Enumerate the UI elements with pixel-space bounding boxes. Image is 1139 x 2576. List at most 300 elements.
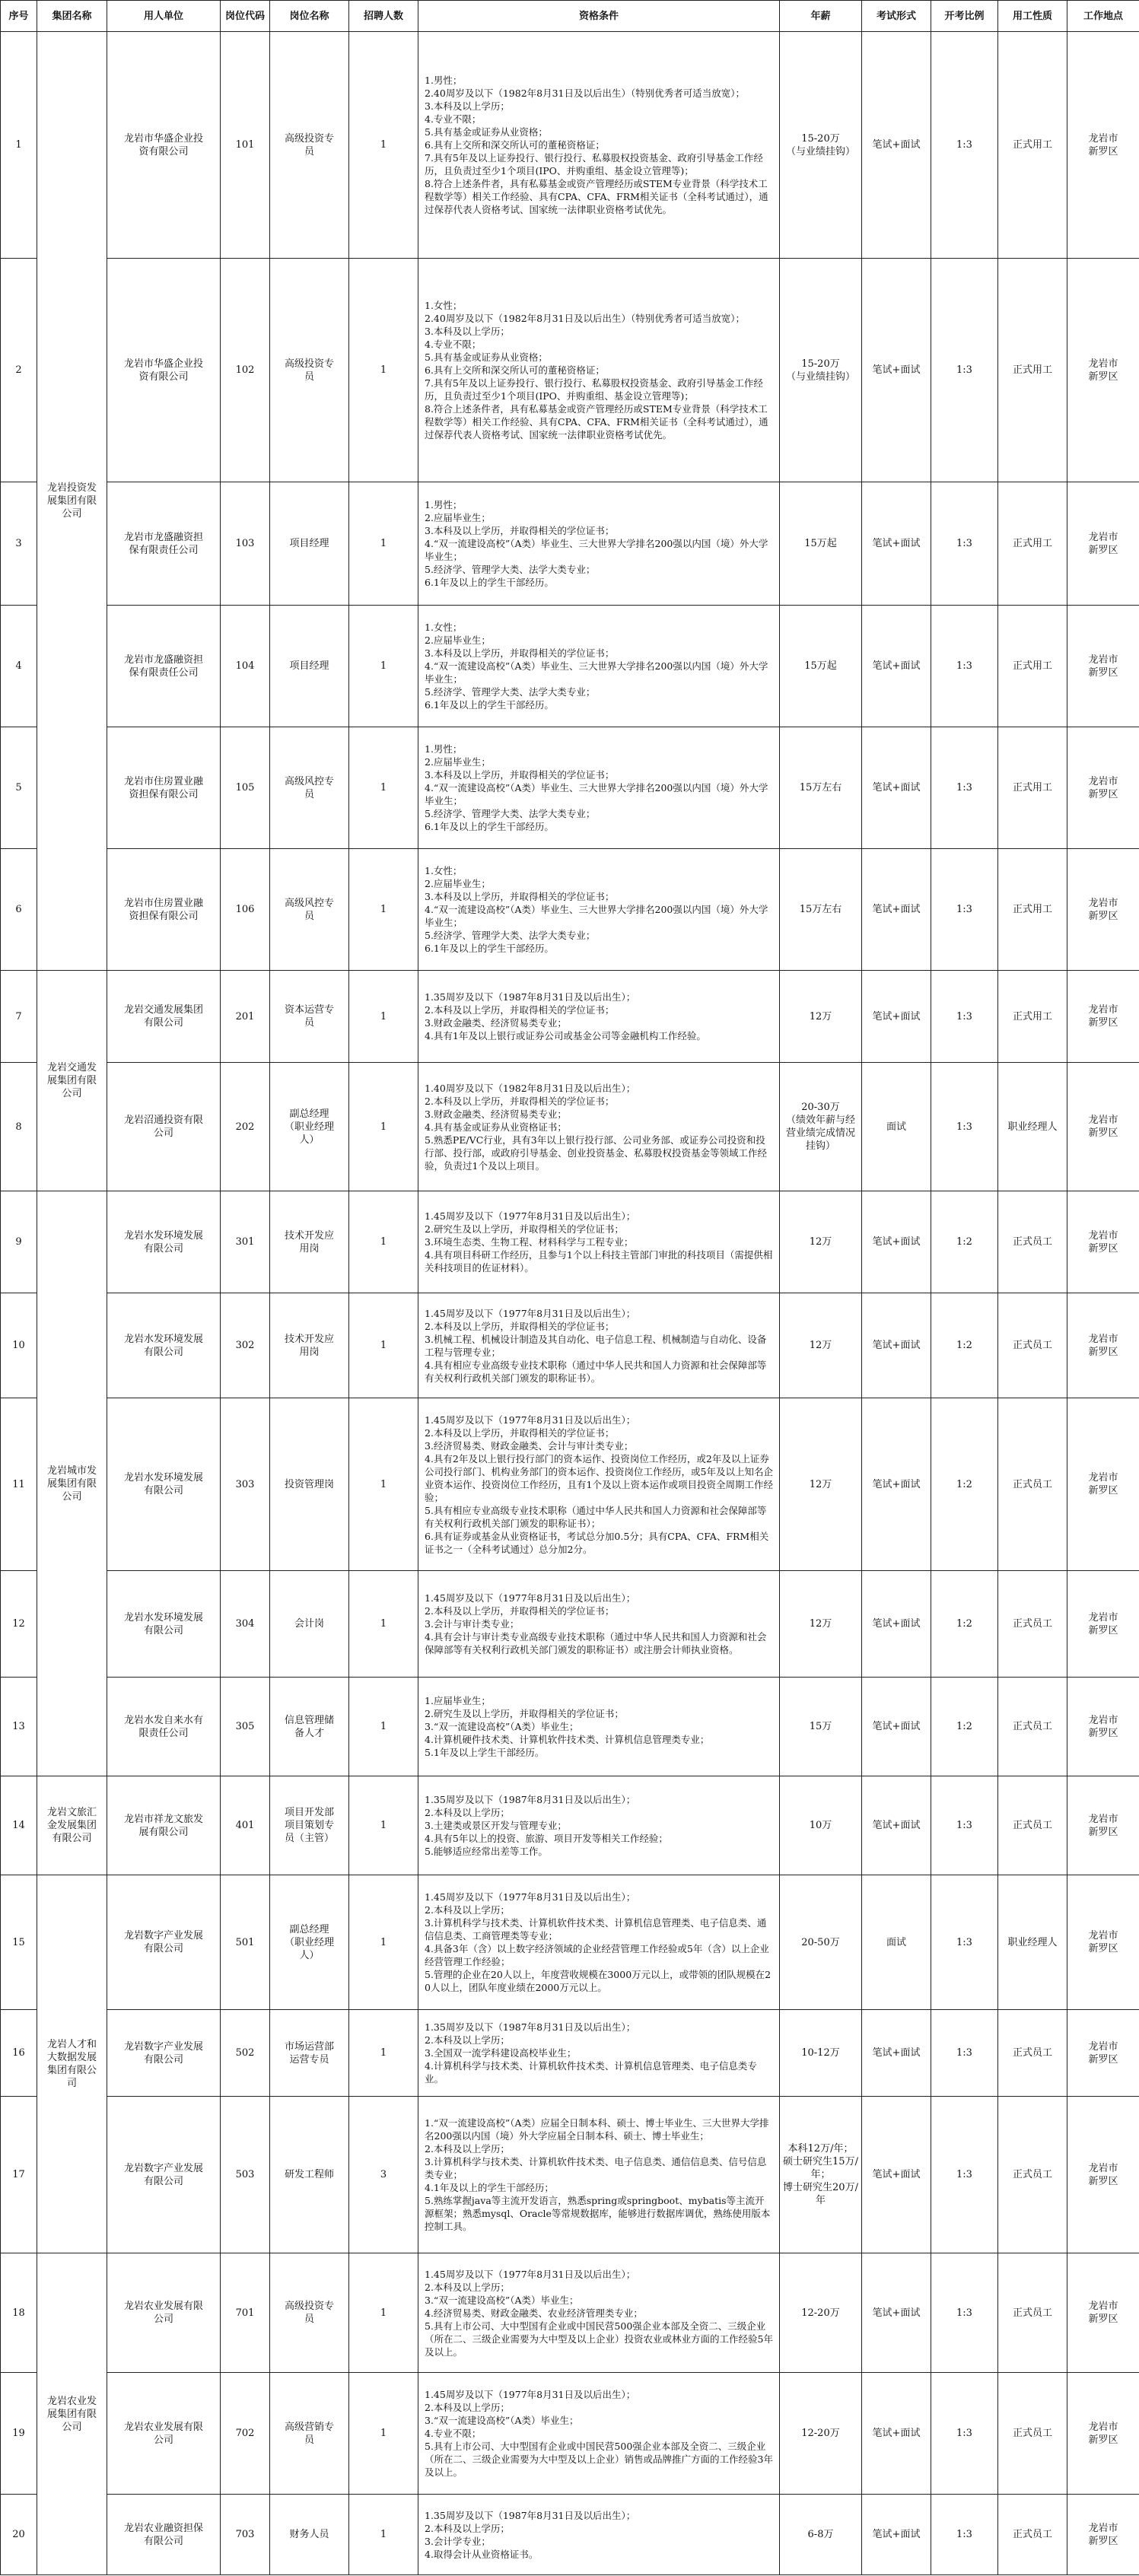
- cell-nature: 正式用工: [998, 849, 1067, 971]
- cell-exam: 笔试+面试: [862, 971, 931, 1063]
- cell-post: [270, 606, 349, 727]
- place-name: 龙岩市新罗区: [1088, 775, 1118, 800]
- cell-code: 702: [221, 2373, 270, 2495]
- cell-nature: 职业经理人: [998, 1063, 1067, 1191]
- cell-ratio: 1:3: [931, 2495, 998, 2575]
- table-row: [1, 259, 1139, 482]
- cell-ratio: 1:3: [931, 482, 998, 606]
- table-row: [1, 1063, 1139, 1191]
- unit-name: 龙岩交通发展集团有限公司: [123, 1004, 203, 1029]
- cell-ratio: 1:3: [931, 971, 998, 1063]
- post-name: 项目开发部项目策划专员（主管）: [284, 1807, 334, 1844]
- cell-ratio: 1:3: [931, 2253, 998, 2373]
- cell-requirements: 1.男性； 2.应届毕业生； 3.本科及以上学历，并取得相关的学位证书； 4.“双一流建设高校”（A类）毕业生、三大世界大学排名200强以内国（境）外大学毕业生； 5.经济学、管理学大类、法学大类专业； 6.1年及以上的学生干部经历。: [418, 482, 780, 606]
- cell-salary: 本科12万/年； 硕士研究生15万/年； 博士研究生20万/年: [780, 2097, 862, 2253]
- cell-place: [1067, 1678, 1139, 1776]
- cell-unit: [107, 971, 221, 1063]
- cell-requirements: 1.男性； 2.应届毕业生； 3.本科及以上学历，并取得相关的学位证书； 4.“双一流建设高校”（A类）毕业生、三大世界大学排名200强以内国（境）外大学毕业生； 5.经济学、管理学大类、法学大类专业； 6.1年及以上的学生干部经历。: [418, 727, 780, 849]
- cell-code: 502: [221, 2010, 270, 2097]
- unit-name: 龙岩数字产业发展有限公司: [123, 2162, 203, 2187]
- group-name: 龙岩人才和大数据发展集团有限公司: [46, 2039, 97, 2089]
- cell-code: 202: [221, 1063, 270, 1191]
- post-name: 项目经理: [289, 538, 329, 549]
- table-row: [1, 849, 1139, 971]
- cell-count: 1: [349, 259, 418, 482]
- place-name: 龙岩市新罗区: [1088, 358, 1118, 383]
- cell-group: [37, 2253, 107, 2575]
- cell-post: [270, 1063, 349, 1191]
- cell-count: 1: [349, 1678, 418, 1776]
- cell-salary: 12万: [780, 1191, 862, 1293]
- unit-name: 龙岩农业发展有限公司: [123, 2421, 203, 2446]
- cell-group: [37, 971, 107, 1191]
- cell-salary: 15万起: [780, 606, 862, 727]
- cell-requirements: 1.45周岁及以下（1977年8月31日及以后出生）； 2.本科及以上学历； 3.“双一流建设高校”（A类）毕业生； 4.经济贸易类、财政金融类、农业经济管理类专业； 5.具有上市公司、大中型国有企业或中国民营500强企业本部及全资二、三级企业（所在二、三级企业需要为大中型及以上企业）投资农业或林业方面的工作经验5年及以上。: [418, 2253, 780, 2373]
- post-name: 高级风控专员: [284, 897, 334, 922]
- cell-nature: 正式员工: [998, 1678, 1067, 1776]
- cell-exam: 笔试+面试: [862, 2097, 931, 2253]
- cell-requirements: 1.“双一流建设高校”（A类）应届全日制本科、硕士、博士毕业生、三大世界大学排名200强以内国（境）外大学应届全日制本科、硕士、博士毕业生； 2.本科及以上学历； 3.计算机科学与技术类、计算机软件技术类、电子信息类、通信信息类、信号信息类专业； 4.1年及以上的学生干部经历； 5.熟练掌握java等主流开发语言，熟悉spring或springboot、mybatis等主流开源框架；熟悉mysql、Oracle等常规数据库，能够进行数据库调优，熟练使用版本控制工具。: [418, 2097, 780, 2253]
- cell-place: [1067, 482, 1139, 606]
- cell-count: 1: [349, 2010, 418, 2097]
- cell-place: [1067, 2495, 1139, 2575]
- cell-exam: 笔试+面试: [862, 606, 931, 727]
- cell-nature: 正式员工: [998, 1571, 1067, 1678]
- cell-requirements: 1.45周岁及以下（1977年8月31日及以后出生）； 2.本科及以上学历； 3.计算机科学与技术类、计算机软件技术类、计算机信息管理类、电子信息类、通信信息类、工商管理类等专业； 4.具备3年（含）以上数字经济领域的企业经营管理工作经验或5年（含）以上企业经营管理工作经验； 5.管理的企业在20人以上，年度营收规模在3000万元以上，或带领的团队规模在20人以上，团队年度业绩在2000万元以上。: [418, 1875, 780, 2010]
- cell-unit: [107, 259, 221, 482]
- unit-name: 龙岩水发环境发展有限公司: [123, 1229, 203, 1255]
- cell-place: [1067, 1191, 1139, 1293]
- post-name: 高级投资专员: [284, 2301, 334, 2325]
- post-name: 研发工程师: [284, 2169, 334, 2180]
- cell-salary: 15万: [780, 1678, 862, 1776]
- cell-requirements: 1.女性； 2.应届毕业生； 3.本科及以上学历，并取得相关的学位证书； 4.“双一流建设高校”（A类）毕业生、三大世界大学排名200强以内国（境）外大学毕业生； 5.经济学、管理学大类、法学大类专业； 6.1年及以上的学生干部经历。: [418, 849, 780, 971]
- cell-nature: 正式用工: [998, 259, 1067, 482]
- cell-code: 106: [221, 849, 270, 971]
- cell-salary: 15万起: [780, 482, 862, 606]
- cell-code: 103: [221, 482, 270, 606]
- table-row: [1, 482, 1139, 606]
- cell-place: [1067, 1571, 1139, 1678]
- cell-count: 1: [349, 482, 418, 606]
- cell-nature: 正式用工: [998, 971, 1067, 1063]
- cell-salary: 12万: [780, 1293, 862, 1398]
- cell-requirements: 1.45周岁及以下（1977年8月31日及以后出生）； 2.本科及以上学历，并取得相关的学位证书； 3.经济贸易类、财政金融类、会计与审计类专业； 4.具有2年及以上银行投行部门的资本运作、投资岗位工作经历，或2年及以上证券公司投行部门、机构业务部门的资本运作、投资岗位工作经历，或5年及以上知名企业资本运作、投资岗位工作经历，且有1个及以上资本运作或项目投资全周期工作经验； 5.具有相应专业高级专业技术职称（通过中华人民共和国人力资源和社会保障部等有关权利行政机关部门颁发的职称证书）； 6.具有证券或基金从业资格证书，考试总分加0.5分；具有CPA、CFA、FRM相关证书之一（全科考试通过）总分加2分。: [418, 1398, 780, 1571]
- cell-count: 1: [349, 2373, 418, 2495]
- cell-post: [270, 1875, 349, 2010]
- cell-code: 105: [221, 727, 270, 849]
- place-name: 龙岩市新罗区: [1088, 1714, 1118, 1739]
- table-row: [1, 2253, 1139, 2373]
- cell-place: [1067, 1875, 1139, 2010]
- table-row: [1, 2373, 1139, 2495]
- header-nature: 用工性质: [998, 1, 1067, 32]
- cell-exam: 笔试+面试: [862, 727, 931, 849]
- unit-name: 龙岩水发自来水有限责任公司: [123, 1714, 203, 1739]
- cell-ratio: 1:3: [931, 1776, 998, 1875]
- post-name: 副总经理（职业经理人）: [284, 1923, 334, 1961]
- cell-code: 401: [221, 1776, 270, 1875]
- cell-no: 15: [1, 1875, 37, 2010]
- cell-no: 8: [1, 1063, 37, 1191]
- cell-code: 101: [221, 32, 270, 259]
- cell-exam: 笔试+面试: [862, 2253, 931, 2373]
- cell-post: [270, 727, 349, 849]
- cell-post: [270, 849, 349, 971]
- cell-no: 18: [1, 2253, 37, 2373]
- place-name: 龙岩市新罗区: [1088, 2301, 1118, 2325]
- cell-place: [1067, 606, 1139, 727]
- cell-no: 16: [1, 2010, 37, 2097]
- group-name: 龙岩投资发展集团有限公司: [46, 482, 97, 520]
- cell-salary: 20-50万: [780, 1875, 862, 2010]
- table-row: [1, 1875, 1139, 2010]
- unit-name: 龙岩农业发展有限公司: [123, 2301, 203, 2325]
- place-name: 龙岩市新罗区: [1088, 1813, 1118, 1838]
- cell-post: [270, 1776, 349, 1875]
- cell-requirements: 1.45周岁及以下（1977年8月31日及以后出生）； 2.本科及以上学历，并取得相关的学位证书； 3.机械工程、机械设计制造及其自动化、电子信息工程、机械制造与自动化、设备工程与管理专业； 4.具有相应专业高级专业技术职称（通过中华人民共和国人力资源和社会保障部等有关权利行政机关部门颁发的职称证书）。: [418, 1293, 780, 1398]
- cell-nature: 正式员工: [998, 1191, 1067, 1293]
- group-name: 龙岩交通发展集团有限公司: [46, 1062, 97, 1099]
- cell-unit: [107, 2253, 221, 2373]
- cell-unit: [107, 1678, 221, 1776]
- post-name: 资本运营专员: [284, 1004, 334, 1029]
- cell-code: 703: [221, 2495, 270, 2575]
- cell-ratio: 1:2: [931, 1191, 998, 1293]
- table-row: [1, 1678, 1139, 1776]
- cell-nature: 正式员工: [998, 2097, 1067, 2253]
- cell-count: 1: [349, 727, 418, 849]
- place-name: 龙岩市新罗区: [1088, 1930, 1118, 1954]
- cell-exam: 笔试+面试: [862, 1191, 931, 1293]
- post-name: 项目经理: [289, 660, 329, 672]
- unit-name: 龙岩水发环境发展有限公司: [123, 1611, 203, 1636]
- header-place: 工作地点: [1067, 1, 1139, 32]
- cell-place: [1067, 1063, 1139, 1191]
- cell-count: 1: [349, 2253, 418, 2373]
- cell-ratio: 1:2: [931, 1571, 998, 1678]
- header-group: 集团名称: [37, 1, 107, 32]
- header-exam: 考试形式: [862, 1, 931, 32]
- cell-nature: 正式员工: [998, 2010, 1067, 2097]
- cell-exam: 面试: [862, 1875, 931, 2010]
- place-name: 龙岩市新罗区: [1088, 1472, 1118, 1496]
- cell-exam: 笔试+面试: [862, 1776, 931, 1875]
- cell-post: [270, 2495, 349, 2575]
- cell-exam: 笔试+面试: [862, 1293, 931, 1398]
- table-row: [1, 1191, 1139, 1293]
- cell-salary: 12万: [780, 1571, 862, 1678]
- cell-salary: 15万左右: [780, 727, 862, 849]
- cell-ratio: 1:3: [931, 1063, 998, 1191]
- cell-exam: 笔试+面试: [862, 32, 931, 259]
- place-name: 龙岩市新罗区: [1088, 1611, 1118, 1636]
- cell-salary: 12-20万: [780, 2373, 862, 2495]
- cell-nature: 职业经理人: [998, 1875, 1067, 2010]
- cell-code: 701: [221, 2253, 270, 2373]
- cell-post: [270, 2010, 349, 2097]
- table-row: [1, 1776, 1139, 1875]
- place-name: 龙岩市新罗区: [1088, 531, 1118, 556]
- cell-salary: 6-8万: [780, 2495, 862, 2575]
- cell-exam: 笔试+面试: [862, 2010, 931, 2097]
- table-row: [1, 971, 1139, 1063]
- cell-post: [270, 482, 349, 606]
- unit-name: 龙岩水发环境发展有限公司: [123, 1333, 203, 1358]
- cell-code: 201: [221, 971, 270, 1063]
- cell-place: [1067, 849, 1139, 971]
- cell-count: 1: [349, 1875, 418, 2010]
- cell-nature: 正式员工: [998, 1776, 1067, 1875]
- cell-code: 303: [221, 1398, 270, 1571]
- group-name: 龙岩城市发展集团有限公司: [46, 1465, 97, 1503]
- cell-ratio: 1:3: [931, 2097, 998, 2253]
- cell-place: [1067, 2373, 1139, 2495]
- cell-post: [270, 1571, 349, 1678]
- cell-requirements: 1.40周岁及以下（1982年8月31日及以后出生）； 2.本科及以上学历，并取得相关的学位证书； 3.财政金融类、经济贸易类专业； 4.具有基金或证券从业资格证书； 5.熟悉PE/VC行业，具有3年以上银行投行部、公司业务部、或证券公司投资和投行部、投行部，或政府引导基金、创业投资基金、私募股权投资基金等领域工作经验，负责过1个及以上项目。: [418, 1063, 780, 1191]
- cell-place: [1067, 1293, 1139, 1398]
- cell-code: 501: [221, 1875, 270, 2010]
- unit-name: 龙岩市华盛企业投资有限公司: [123, 132, 203, 157]
- header-post: 岗位名称: [270, 1, 349, 32]
- cell-ratio: 1:3: [931, 259, 998, 482]
- cell-salary: 15-20万 （与业绩挂钩）: [780, 259, 862, 482]
- header-code: 岗位代码: [221, 1, 270, 32]
- cell-no: 20: [1, 2495, 37, 2575]
- cell-ratio: 1:2: [931, 1678, 998, 1776]
- place-name: 龙岩市新罗区: [1088, 2421, 1118, 2446]
- cell-no: 7: [1, 971, 37, 1063]
- cell-unit: [107, 849, 221, 971]
- header-row: [1, 1, 1139, 32]
- post-name: 财务人员: [289, 2529, 329, 2540]
- cell-requirements: 1.35周岁及以下（1987年8月31日及以后出生）； 2.本科及以上学历； 3.会计学专业； 4.取得会计从业资格证书。: [418, 2495, 780, 2575]
- unit-name: 龙岩市华盛企业投资有限公司: [123, 358, 203, 383]
- cell-requirements: 1.45周岁及以下（1977年8月31日及以后出生）； 2.本科及以上学历，并取得相关的学位证书； 3.会计与审计类专业； 4.具有会计与审计类专业高级专业技术职称（通过中华人民共和国人力资源和社会保障部等有关权利行政机关部门颁发的职称证书）或注册会计师执业资格。: [418, 1571, 780, 1678]
- cell-nature: 正式用工: [998, 606, 1067, 727]
- cell-no: 2: [1, 259, 37, 482]
- cell-nature: 正式员工: [998, 2253, 1067, 2373]
- cell-nature: 正式员工: [998, 1293, 1067, 1398]
- cell-place: [1067, 2010, 1139, 2097]
- cell-place: [1067, 259, 1139, 482]
- place-name: 龙岩市新罗区: [1088, 1004, 1118, 1029]
- place-name: 龙岩市新罗区: [1088, 1333, 1118, 1358]
- place-name: 龙岩市新罗区: [1088, 132, 1118, 157]
- cell-unit: [107, 1875, 221, 2010]
- cell-place: [1067, 2253, 1139, 2373]
- cell-post: [270, 2097, 349, 2253]
- cell-place: [1067, 727, 1139, 849]
- cell-exam: 笔试+面试: [862, 1571, 931, 1678]
- table-row: [1, 606, 1139, 727]
- place-name: 龙岩市新罗区: [1088, 1115, 1118, 1139]
- post-name: 高级投资专员: [284, 132, 334, 157]
- cell-unit: [107, 606, 221, 727]
- cell-requirements: 1.45周岁及以下（1977年8月31日及以后出生）； 2.研究生及以上学历，并取得相关的学位证书； 3.环境生态类、生物工程、材料科学与工程专业； 4.具有项目科研工作经历，且参与1个以上科技主管部门审批的科技项目（需提供相关科技项目的佐证材料）。: [418, 1191, 780, 1293]
- cell-unit: [107, 1398, 221, 1571]
- cell-group: [37, 1191, 107, 1776]
- unit-name: 龙岩市祥龙文旅发展有限公司: [123, 1813, 203, 1838]
- cell-ratio: 1:3: [931, 727, 998, 849]
- cell-salary: 15-20万 （与业绩挂钩）: [780, 32, 862, 259]
- cell-post: [270, 1678, 349, 1776]
- cell-group: [37, 1776, 107, 1875]
- unit-name: 龙岩沼通投资有限公司: [123, 1115, 203, 1139]
- cell-place: [1067, 971, 1139, 1063]
- place-name: 龙岩市新罗区: [1088, 2522, 1118, 2547]
- cell-unit: [107, 1776, 221, 1875]
- cell-no: 6: [1, 849, 37, 971]
- table-row: [1, 1571, 1139, 1678]
- cell-post: [270, 2373, 349, 2495]
- cell-code: 104: [221, 606, 270, 727]
- place-name: 龙岩市新罗区: [1088, 2162, 1118, 2187]
- unit-name: 龙岩数字产业发展有限公司: [123, 1930, 203, 1954]
- post-name: 高级投资专员: [284, 358, 334, 383]
- cell-no: 4: [1, 606, 37, 727]
- cell-requirements: 1.女性； 2.40周岁及以下（1982年8月31日及以后出生）（特别优秀者可适当放宽）； 3.本科及以上学历； 4.专业不限； 5.具有基金或证券从业资格； 6.具有上交所和深交所认可的董秘资格证； 7.具有5年及以上证券投行、银行投行、私募股权投资基金、政府引导基金工作经历，且负责过至少1个项目(IPO、并购重组、基金设立管理等)； 8.符合上述条件者，具有私募基金或资产管理经历或STEM专业背景（科学技术工程数学等）相关工作经验、具有CPA、CFA、FRM相关证书（全科考试通过），通过保荐代表人资格考试、国家统一法律职业资格考试优先。: [418, 259, 780, 482]
- cell-group: [37, 32, 107, 971]
- cell-nature: 正式用工: [998, 32, 1067, 259]
- group-name: 龙岩文旅汇金发展集团有限公司: [46, 1807, 97, 1844]
- cell-count: 1: [349, 971, 418, 1063]
- table-row: [1, 1398, 1139, 1571]
- cell-unit: [107, 482, 221, 606]
- cell-count: 1: [349, 1398, 418, 1571]
- cell-ratio: 1:3: [931, 849, 998, 971]
- cell-exam: 笔试+面试: [862, 849, 931, 971]
- header-count: 招聘人数: [349, 1, 418, 32]
- table-row: [1, 2495, 1139, 2575]
- cell-count: 1: [349, 1776, 418, 1875]
- cell-unit: [107, 1191, 221, 1293]
- cell-requirements: 1.35周岁及以下（1987年8月31日及以后出生）； 2.本科及以上学历，并取得相关的学位证书； 3.财政金融类、经济贸易类专业； 4.具有1年及以上银行或证券公司或基金公司等金融机构工作经验。: [418, 971, 780, 1063]
- table-row: [1, 1293, 1139, 1398]
- post-name: 技术开发应用岗: [284, 1333, 334, 1358]
- cell-count: 1: [349, 1571, 418, 1678]
- cell-group: [37, 1875, 107, 2253]
- cell-ratio: 1:3: [931, 606, 998, 727]
- unit-name: 龙岩农业融资担保有限公司: [123, 2522, 203, 2547]
- unit-name: 龙岩市住房置业融资担保有限公司: [123, 897, 203, 922]
- cell-requirements: 1.35周岁及以下（1987年8月31日及以后出生）； 2.本科及以上学历； 3.土建类或景区开发与管理专业； 4.具有5年以上的投资、旅游、项目开发等相关工作经验； 5.能够适应经常出差等工作。: [418, 1776, 780, 1875]
- cell-unit: [107, 727, 221, 849]
- cell-ratio: 1:3: [931, 2010, 998, 2097]
- cell-count: 1: [349, 1191, 418, 1293]
- cell-count: 1: [349, 32, 418, 259]
- cell-code: 305: [221, 1678, 270, 1776]
- header-no: 序号: [1, 1, 37, 32]
- cell-unit: [107, 2495, 221, 2575]
- cell-post: [270, 1398, 349, 1571]
- post-name: 市场运营部运营专员: [284, 2040, 334, 2066]
- cell-code: 102: [221, 259, 270, 482]
- cell-count: 1: [349, 849, 418, 971]
- cell-no: 10: [1, 1293, 37, 1398]
- cell-no: 3: [1, 482, 37, 606]
- place-name: 龙岩市新罗区: [1088, 1229, 1118, 1255]
- unit-name: 龙岩水发环境发展有限公司: [123, 1472, 203, 1496]
- post-name: 信息管理储备人才: [284, 1714, 334, 1739]
- unit-name: 龙岩数字产业发展有限公司: [123, 2040, 203, 2066]
- unit-name: 龙岩市龙盛融资担保有限责任公司: [123, 654, 203, 679]
- cell-post: [270, 971, 349, 1063]
- table-row: [1, 2097, 1139, 2253]
- table-row: [1, 2010, 1139, 2097]
- cell-no: 9: [1, 1191, 37, 1293]
- cell-code: 302: [221, 1293, 270, 1398]
- cell-no: 17: [1, 2097, 37, 2253]
- cell-salary: 20-30万 （绩效年薪与经营业绩完成情况挂钩）: [780, 1063, 862, 1191]
- cell-no: 14: [1, 1776, 37, 1875]
- unit-name: 龙岩市龙盛融资担保有限责任公司: [123, 531, 203, 556]
- cell-place: [1067, 2097, 1139, 2253]
- cell-exam: 面试: [862, 1063, 931, 1191]
- header-unit: 用人单位: [107, 1, 221, 32]
- cell-unit: [107, 1571, 221, 1678]
- cell-no: 1: [1, 32, 37, 259]
- cell-code: 503: [221, 2097, 270, 2253]
- table-row: [1, 32, 1139, 259]
- cell-salary: 15万左右: [780, 849, 862, 971]
- cell-exam: 笔试+面试: [862, 2373, 931, 2495]
- cell-salary: 12万: [780, 971, 862, 1063]
- cell-count: 1: [349, 1293, 418, 1398]
- cell-post: [270, 2253, 349, 2373]
- cell-nature: 正式用工: [998, 727, 1067, 849]
- cell-requirements: 1.男性； 2.40周岁及以下（1982年8月31日及以后出生）（特别优秀者可适当放宽）； 3.本科及以上学历； 4.专业不限； 5.具有基金或证券从业资格； 6.具有上交所和深交所认可的董秘资格证； 7.具有5年及以上证券投行、银行投行、私募股权投资基金、政府引导基金工作经历，且负责过至少1个项目(IPO、并购重组、基金设立管理等)； 8.符合上述条件者，具有私募基金或资产管理经历或STEM专业背景（科学技术工程数学等）相关工作经验、具有CPA、CFA、FRM相关证书（全科考试通过），通过保荐代表人资格考试、国家统一法律职业资格考试优先。: [418, 32, 780, 259]
- cell-exam: 笔试+面试: [862, 2495, 931, 2575]
- header-salary: 年薪: [780, 1, 862, 32]
- cell-nature: 正式员工: [998, 1398, 1067, 1571]
- cell-no: 12: [1, 1571, 37, 1678]
- cell-salary: 12万: [780, 1398, 862, 1571]
- cell-unit: [107, 1063, 221, 1191]
- post-name: 高级风控专员: [284, 775, 334, 800]
- unit-name: 龙岩市住房置业融资担保有限公司: [123, 775, 203, 800]
- place-name: 龙岩市新罗区: [1088, 2040, 1118, 2066]
- post-name: 会计岗: [294, 1618, 324, 1630]
- cell-place: [1067, 32, 1139, 259]
- post-name: 投资管理岗: [284, 1478, 334, 1490]
- cell-salary: 10万: [780, 1776, 862, 1875]
- post-name: 技术开发应用岗: [284, 1229, 334, 1255]
- cell-ratio: 1:2: [931, 1293, 998, 1398]
- cell-post: [270, 1191, 349, 1293]
- cell-no: 13: [1, 1678, 37, 1776]
- cell-place: [1067, 1398, 1139, 1571]
- cell-unit: [107, 2373, 221, 2495]
- cell-post: [270, 1293, 349, 1398]
- cell-salary: 10-12万: [780, 2010, 862, 2097]
- cell-code: 301: [221, 1191, 270, 1293]
- cell-requirements: 1.应届毕业生； 2.研究生及以上学历，并取得相关的学位证书； 3.“双一流建设高校”（A类）毕业生； 4.计算机硬件技术类、计算机软件技术类、计算机信息管理类专业； 5.1年及以上学生干部经历。: [418, 1678, 780, 1776]
- post-name: 副总经理（职业经理人）: [284, 1108, 334, 1146]
- cell-ratio: 1:3: [931, 32, 998, 259]
- cell-exam: 笔试+面试: [862, 482, 931, 606]
- cell-ratio: 1:2: [931, 1398, 998, 1571]
- cell-count: 3: [349, 2097, 418, 2253]
- cell-post: [270, 32, 349, 259]
- cell-no: 19: [1, 2373, 37, 2495]
- cell-post: [270, 259, 349, 482]
- place-name: 龙岩市新罗区: [1088, 654, 1118, 679]
- cell-nature: 正式员工: [998, 2373, 1067, 2495]
- cell-nature: 正式用工: [998, 482, 1067, 606]
- table-row: [1, 727, 1139, 849]
- cell-exam: 笔试+面试: [862, 259, 931, 482]
